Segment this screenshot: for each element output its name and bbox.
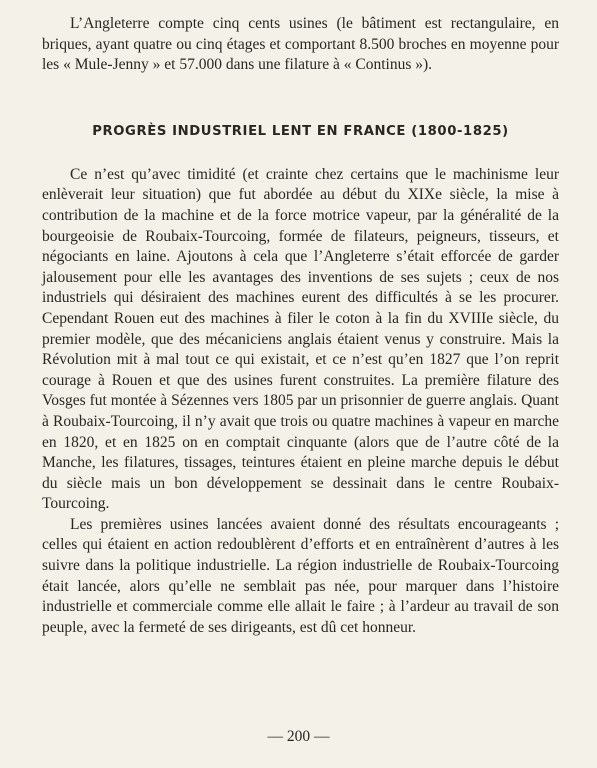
section-heading (42, 124, 559, 139)
body-paragraph-1: Ce n’est qu’avec timidité (et crainte chez certains que le machinisme leur enlèverait leur situation) que fut abordée au début du XIXe siècle, la mise à contribution de la machine et de la force motrice vapeur, par la généralité de la bourgeoisie de Roubaix-Tourcoing, formée de filateurs, peigneurs, tisseurs, et négociants en laine. Ajoutons à cela que l’Angleterre s’était efforcée de garder jalousement pour elle les avantages des inventions de ses sujets ; ceux de nos industriels qui désiraient des machines eurent des difficultés à se les procurer. Cependant Rouen eut des machines à filer le coton à la fin du XVIIIe siècle, du premier modèle, que des mécaniciens anglais étaient venus y construire. Mais la Révolution mit à mal tout ce qui existait, et ce n’est qu’en 1827 que l’on reprit courage à Rouen et que des usines furent construites. La première filature des Vosges fut montée à Sézennes vers 1805 par un prisonnier de guerre anglais. Quant à Roubaix-Tourcoing, il n’y avait que trois ou quatre machines à vapeur en marche en 1820, et en 1825 on en comptait cinquante (alors que de l’autre côté de la Manche, les filatures, tissages, teintures étaient en pleine marche depuis le début du siècle mais un bon développement se dessinait dans le centre Roubaix-Tourcoing. (42, 165, 559, 513)
section-years: (1800-1825) (411, 123, 509, 139)
body-paragraph-2: Les premières usines lancées avaient donné des résultats encourageants ; celles qui étaient en action redoublèrent d’efforts et en entraînèrent d’autres à les suivre dans la politique industrielle. La région industrielle de Roubaix-Tourcoing était lancée, alors qu’elle ne semblait pas née, pour marquer dans l’histoire industrielle et commerciale comme elle allait le faire ; à l’ardeur au travail de son peuple, avec la fermeté de ses dirigeants, est dû cet honneur. (42, 515, 559, 636)
section-title: PROGRÈS INDUSTRIEL LENT EN FRANCE (92, 123, 407, 139)
intro-paragraph: L’Angleterre compte cinq cents usines (le bâtiment est rectangulaire, en briques, ayant quatre ou cinq étages et comportant 8.500 broches en moyenne pour les « Mule-Jenny » et 57.000 dans une filature à « Continus »). (42, 15, 559, 74)
page-number: — 200 — (267, 728, 330, 745)
